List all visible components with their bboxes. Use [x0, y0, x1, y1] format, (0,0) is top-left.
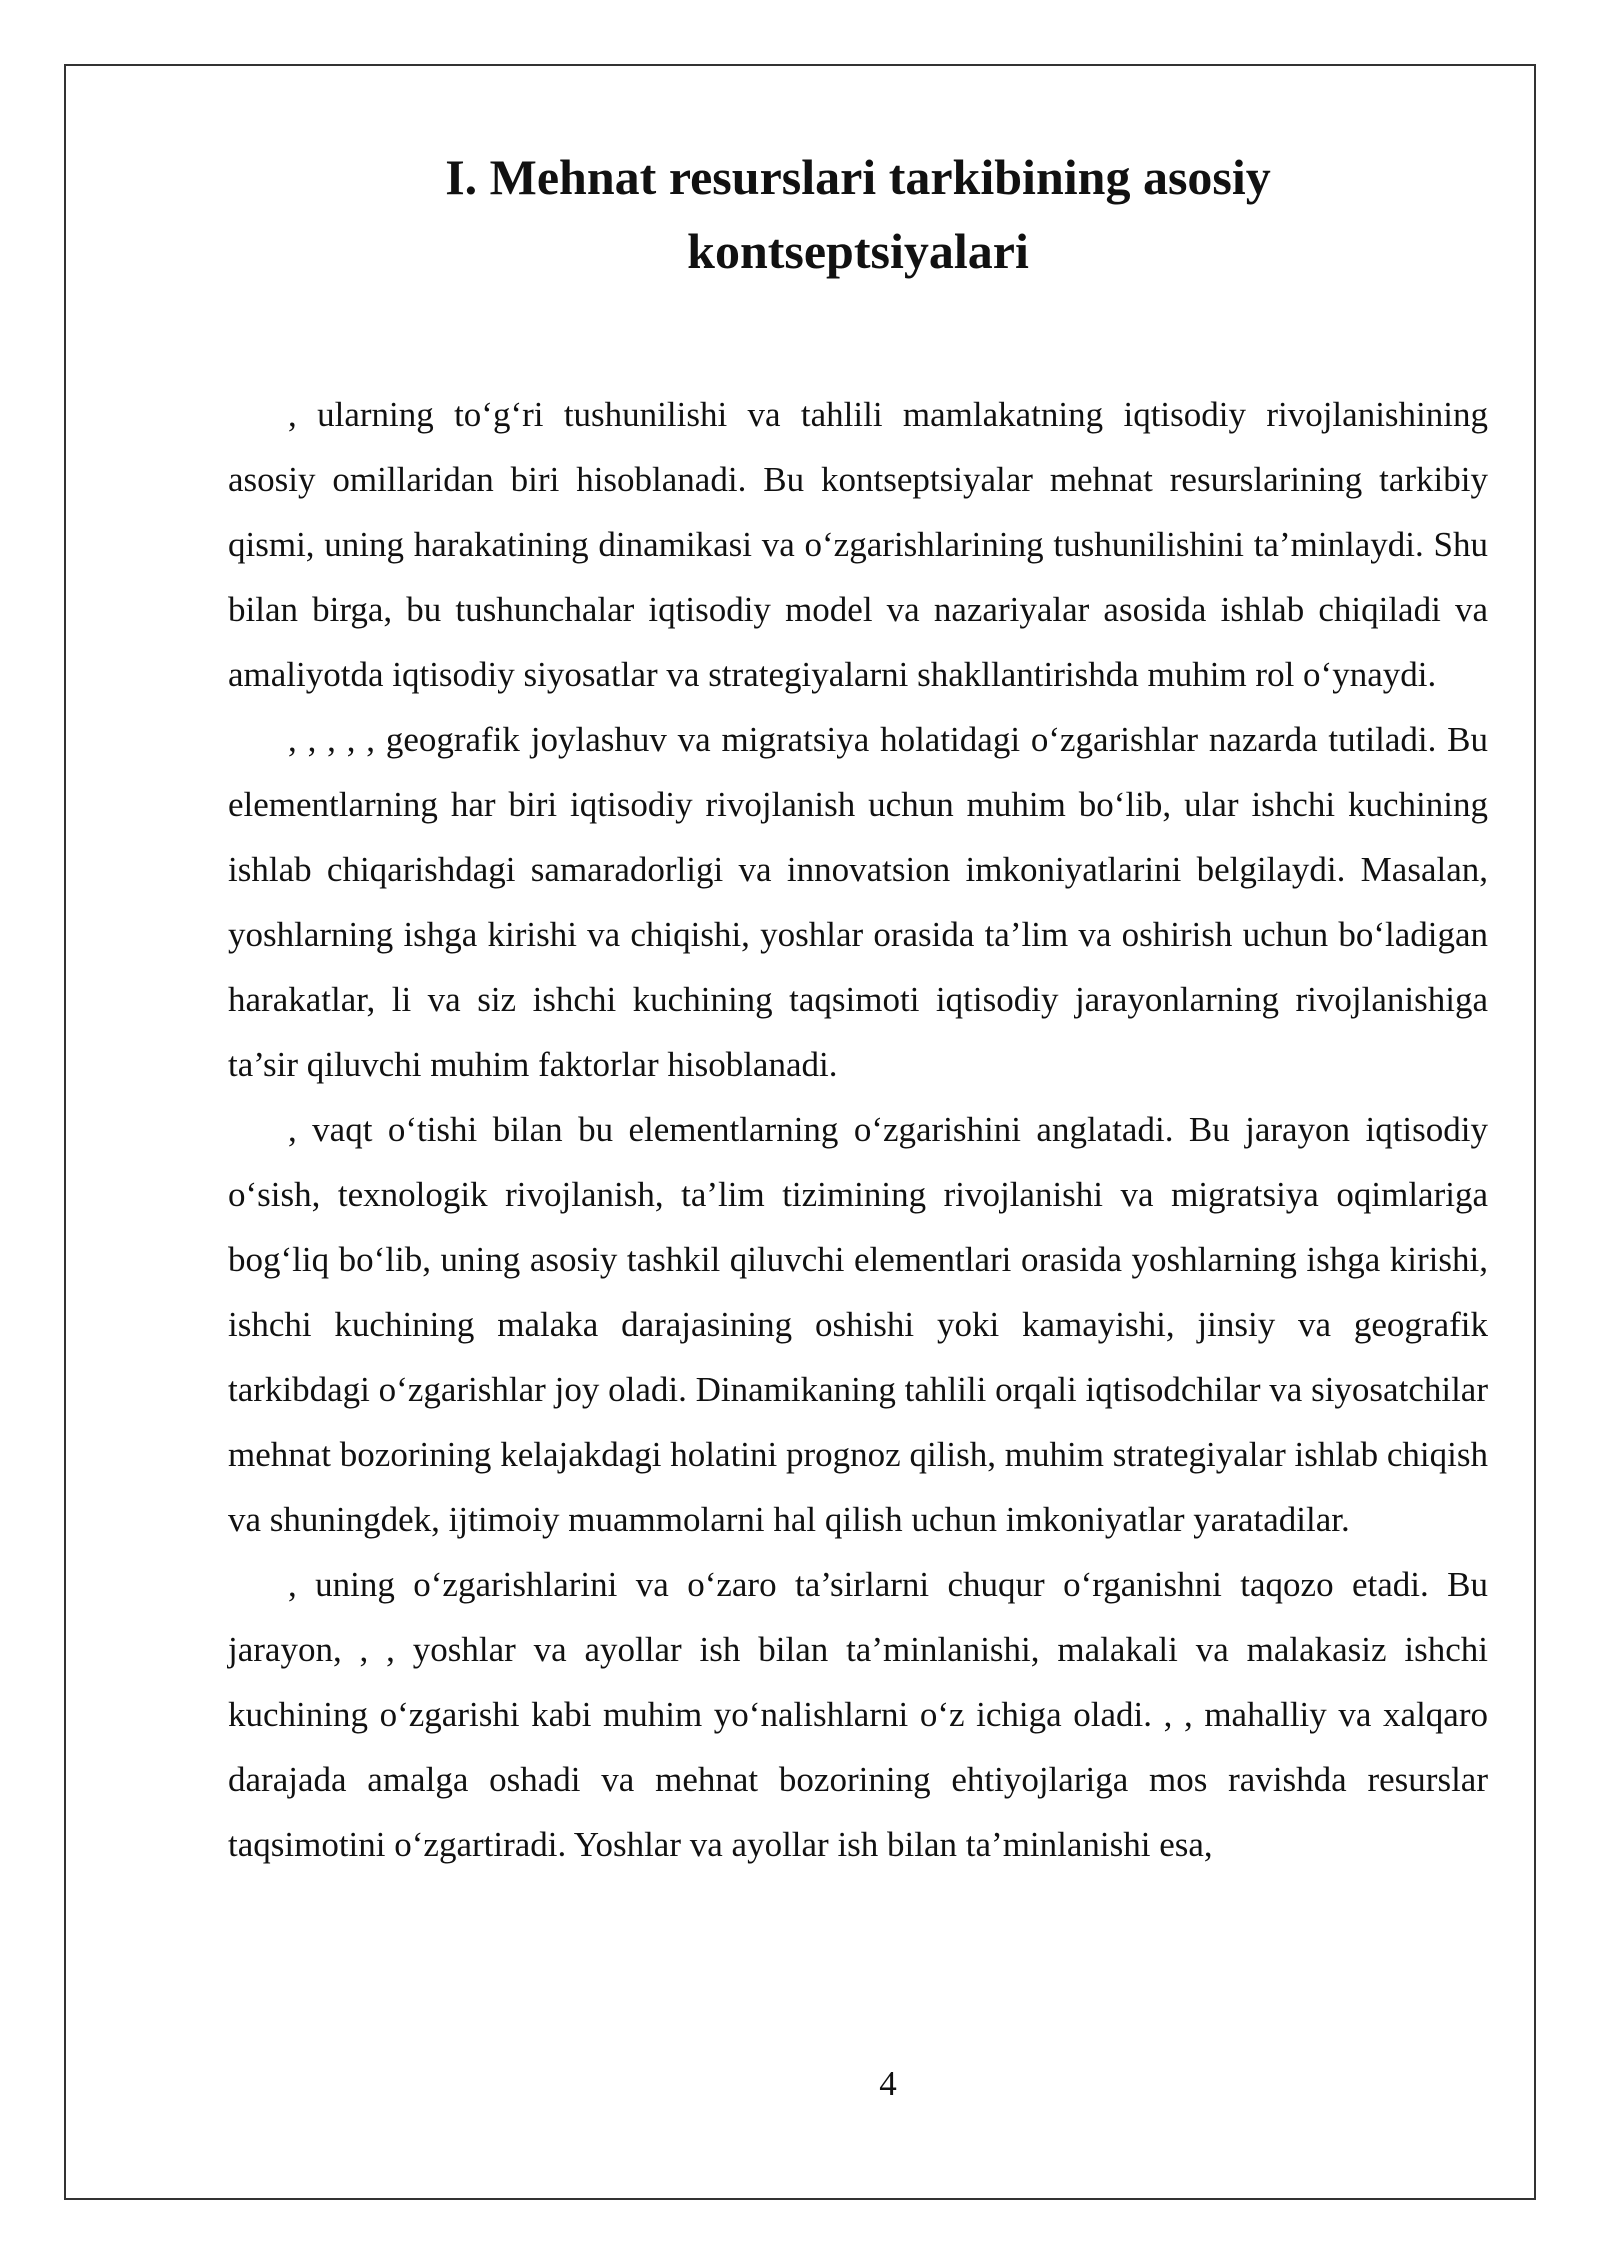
paragraph-3: , vaqt o‘tishi bilan bu elementlarning o‘zgarishini anglatadi. Bu jarayon iqtisodiy o‘sish, texnologik rivojlanish, ta’lim tizimining rivojlanishi va migratsiya oqimlariga bog‘liq bo‘lib, uning asosiy tashkil qiluvchi elementlari orasida yoshlarning ishga kirishi, ishchi kuchining malaka darajasining oshishi yoki kamayishi, jinsiy va geografik tarkibdagi o‘zgarishlar joy oladi. Dinamikaning tahlili orqali iqtisodchilar va siyosatchilar mehnat bozorining kelajakdagi holatini prognoz qilish, muhim strategiyalar ishlab chiqish va shuningdek, ijtimoiy muammolarni hal qilish uchun imkoniyatlar yaratadilar. — [228, 1110, 1488, 1539]
section-heading — [160, 140, 1556, 288]
section-heading-line-2: kontseptsiyalari — [687, 223, 1029, 279]
section-heading-line-1: I. Mehnat resurslari tarkibining asosiy — [445, 149, 1271, 205]
paragraph-4: , uning o‘zgarishlarini va o‘zaro ta’sirlarni chuqur o‘rganishni taqozo etadi. Bu jarayon, , , yoshlar va ayollar ish bilan ta’minlanishi, malakali va malakasiz ishchi kuchining o‘zgarishi kabi muhim yo‘nalishlarni o‘z ichiga oladi. , , mahalliy va xalqaro darajada amalga oshadi va mehnat bozorining ehtiyojlariga mos ravishda resurslar taqsimotini o‘zgartiradi. Yoshlar va ayollar ish bilan ta’minlanishi esa, — [228, 1565, 1488, 1864]
page-number: 4 — [879, 2064, 897, 2103]
paragraph-2: , , , , , geografik joylashuv va migratsiya holatidagi o‘zgarishlar nazarda tutiladi. Bu elementlarning har biri iqtisodiy rivojlanish uchun muhim bo‘lib, ular ishchi kuchining ishlab chiqarishdagi samaradorligi va innovatsion imkoniyatlarini belgilaydi. Masalan, yoshlarning ishga kirishi va chiqishi, yoshlar orasida ta’lim va oshirish uchun bo‘ladigan harakatlar, li va siz ishchi kuchining taqsimoti iqtisodiy jarayonlarning rivojlanishiga ta’sir qiluvchi muhim faktorlar hisoblanadi. — [228, 720, 1488, 1084]
paragraph-1: , ularning to‘g‘ri tushunilishi va tahlili mamlakatning iqtisodiy rivojlanishining asosiy omillaridan biri hisoblanadi. Bu kontseptsiyalar mehnat resurslarining tarkibiy qismi, uning harakatining dinamikasi va o‘zgarishlarining tushunilishini ta’minlaydi. Shu bilan birga, bu tushunchalar iqtisodiy model va nazariyalar asosida ishlab chiqiladi va amaliyotda iqtisodiy siyosatlar va strategiyalarni shakllantirishda muhim rol o‘ynaydi. — [228, 395, 1488, 694]
body-text — [228, 382, 1488, 1877]
